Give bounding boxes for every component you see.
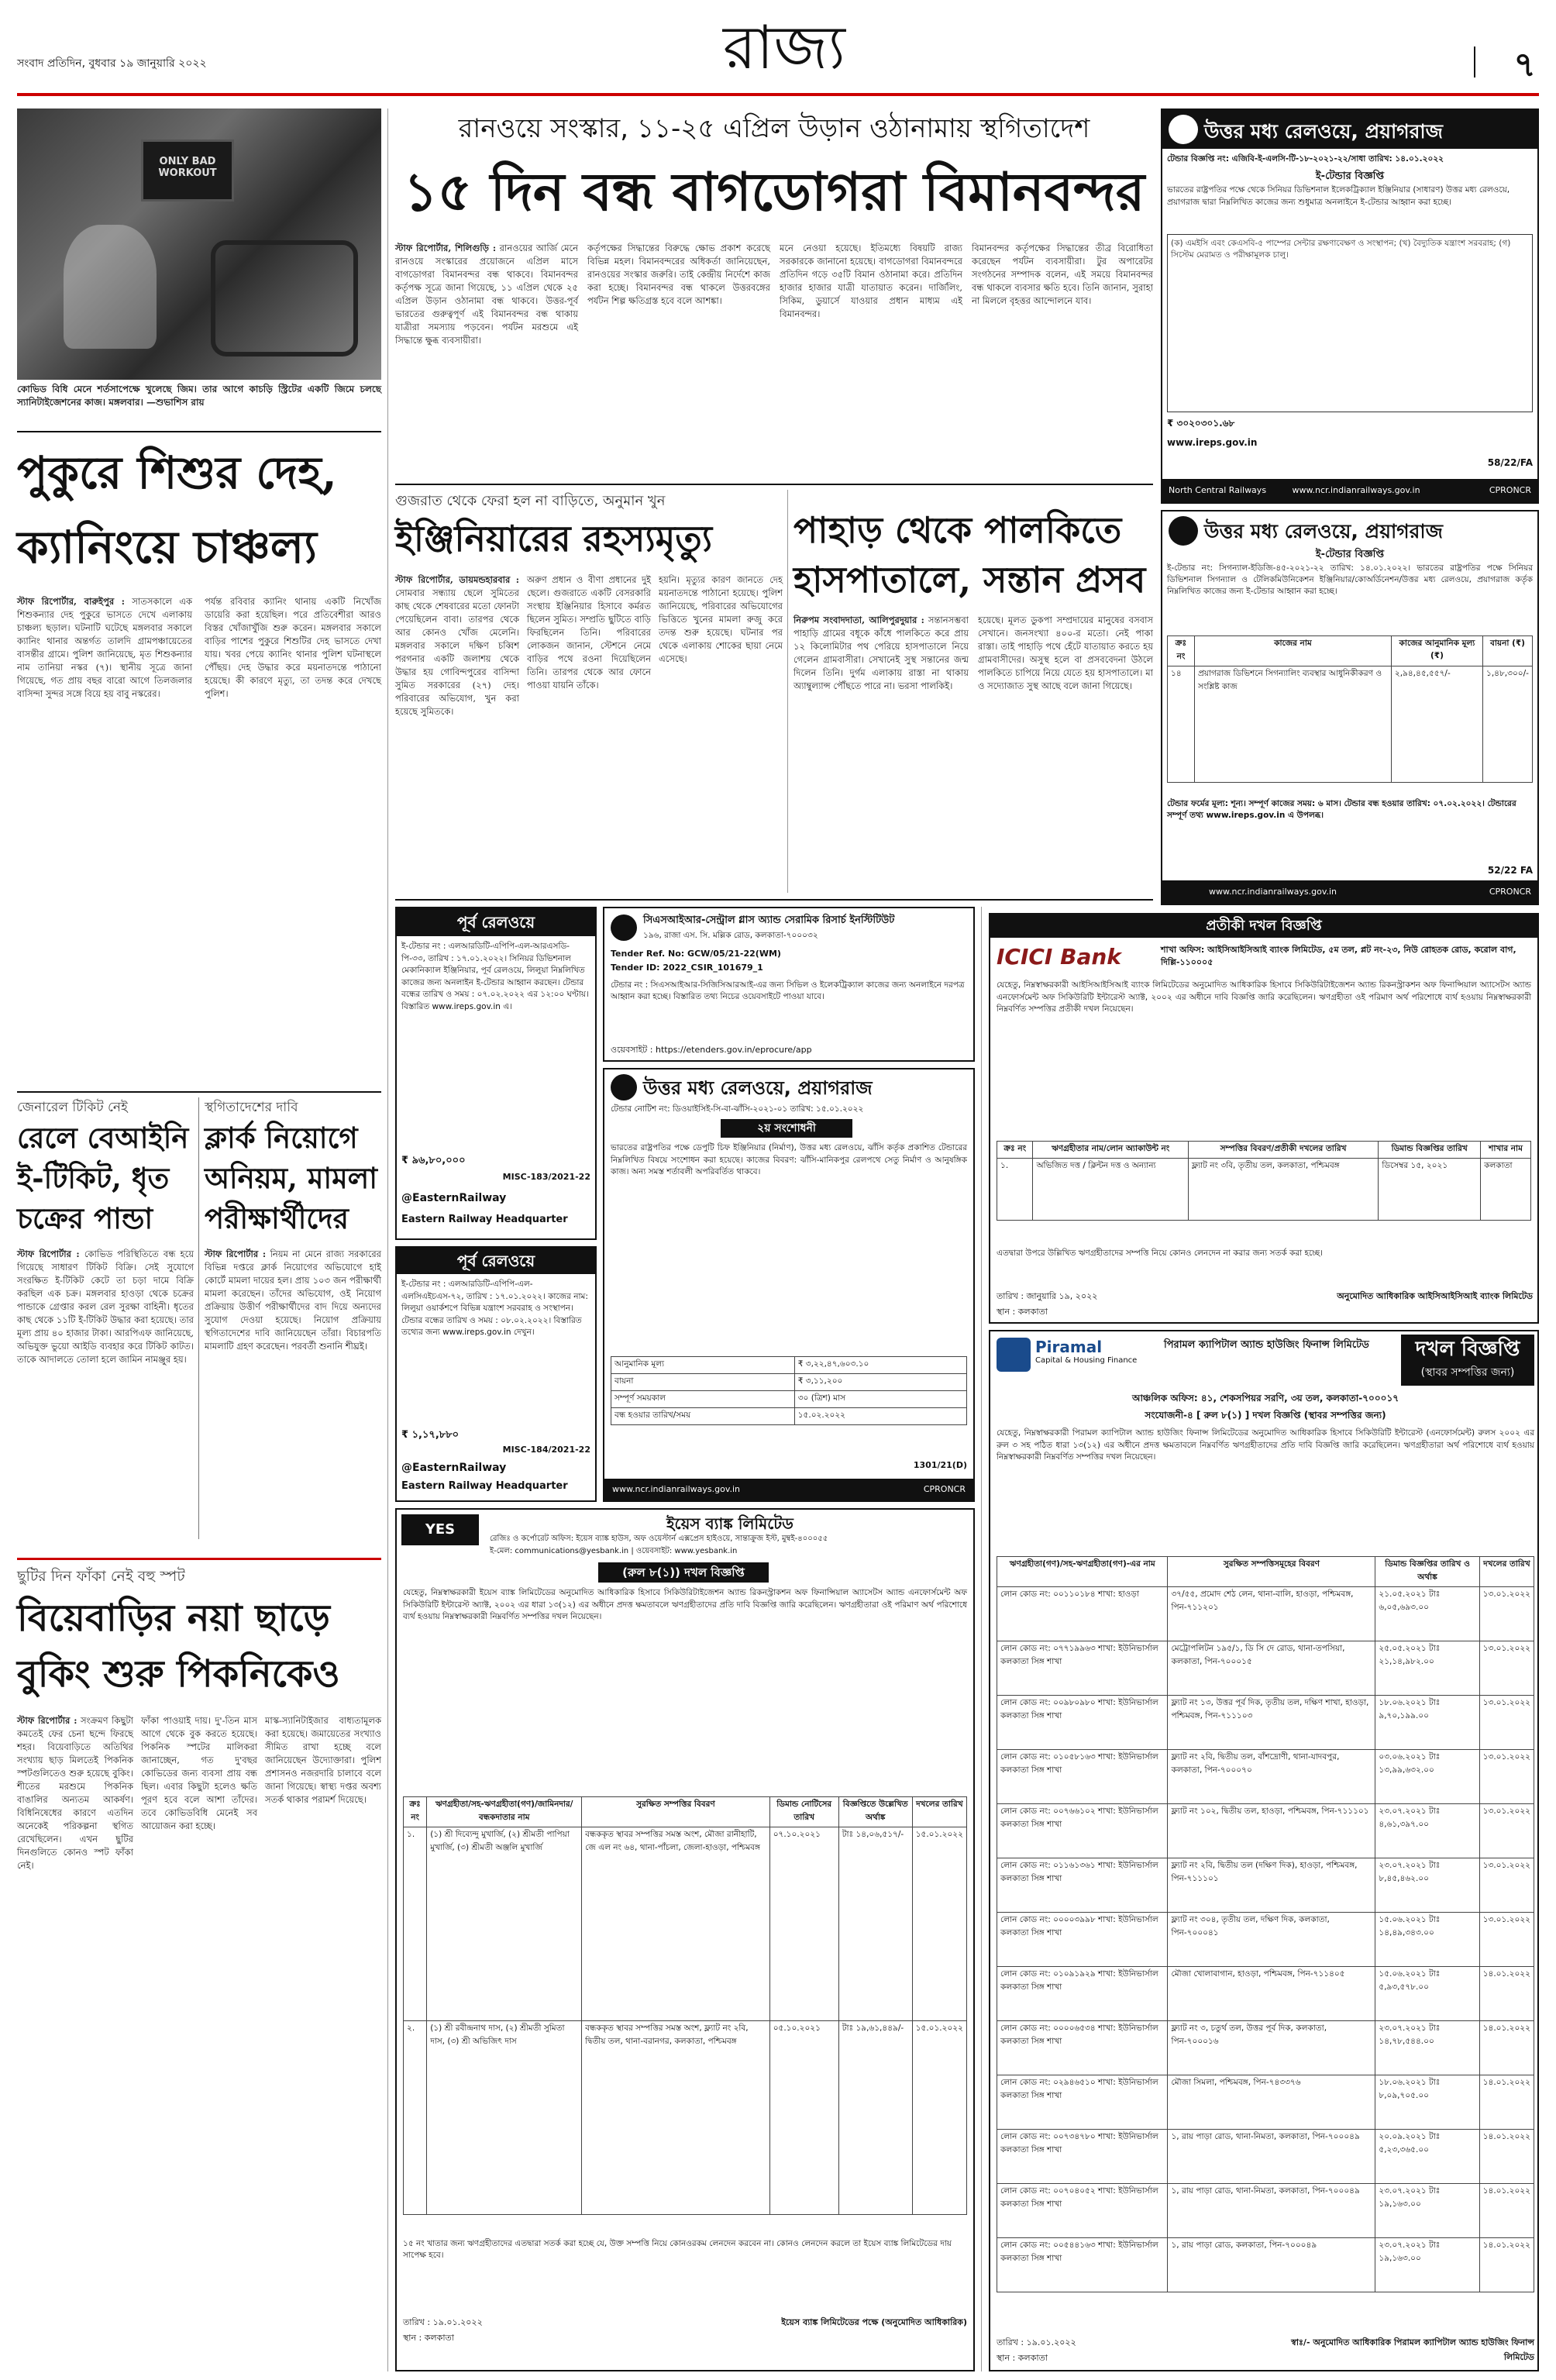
ad-icici-banner: প্রতীকী দখল বিজ্ঞপ্তি — [990, 914, 1537, 938]
ad-ncr1-code: 58/22/FA — [1487, 457, 1533, 468]
story-palanquin-text1: সন্তানসম্ভবা পাহাড়ি গ্রামের বধূকে কাঁধে পালকিতে করে প্রায় ১২ কিলোমিটার পথ পেরিয়ে হাসপাতালে নিয়ে গেলেন গ্রামবাসীরা। সেখানেই সুস্থ সন্তানের জন্ম দিলেন তিনি। দুর্গম এলাকায় রাস্তা না থাকায় অ্যাম্বুল্যান্স পৌঁছতে পারে না। ভরসা পালকিই। — [793, 615, 969, 691]
ad-ncr1-cost: ₹ ৩০২০৩০১.৬৮ — [1167, 418, 1235, 429]
lead-kicker: রানওয়ে সংস্কার, ১১-২৫ এপ্রিল উড়ান ওঠানামায় স্থগিতাদেশ — [458, 113, 1090, 144]
ad-eastern2-handle2: Eastern Railway Headquarter — [401, 1480, 568, 1492]
ad-piramal-table — [997, 1556, 1534, 2292]
ad-icici-th-prop: সম্পত্তির বিবরণ/প্রতীকী দখলের তারিখ — [1188, 1142, 1379, 1159]
table-row — [997, 2021, 1534, 2075]
ad-yes-table — [403, 1796, 967, 2215]
ad-ncr2-note: টেন্ডার ফর্মের মূল্য: শূন্য। সম্পূর্ণ কাজের সময়: ৬ মাস। টেন্ডার বন্ধ হওয়ার তারিখ: ০৭.০২.২০২২। টেন্ডারের সম্পূর্ণ তথ্য www.ireps.gov.in এ উপলব্ধ। — [1167, 799, 1516, 820]
table-row — [997, 2130, 1534, 2184]
ad-piramal-cell-date: ১৩.০১.২০২২ — [1479, 1641, 1534, 1696]
ad-piramal-cell-name: লোন কোড নং: ০০৯৮০৯৮০ শাখা: ইউনিভার্সাল কলকাতা সিঙ্গ শাখা — [997, 1696, 1168, 1750]
ad-yes-th: বিজ্ঞপ্তিতে উল্লেখিত অর্থাঙ্ক — [838, 1797, 912, 1827]
ad-ncr2-th-emd: বায়না (₹) — [1483, 636, 1533, 666]
story-child-text1: সাতসকালে এক শিশুকন্যার দেহ পুকুরে ভাসতে দেখে এলাকায় চাঞ্চল্য ছড়াল। ঘটনাটি ঘটেছে মঙ্গলবার সকালে ক্যানিং থানার অন্তর্গত তালদি গ্রামপঞ্চায়েতের বাসন্তীর গ্রামে। পুলিশ জানিয়েছে, মৃত শিশুকন্যার নাম তানিয়া নস্কর (৭)। স্থানীয় সূত্রে জানা গিয়েছে, গত প্রায় বছর বারো আগে তিলজলার বাসিন্দা সুন্দর সঙ্গে বিয়ে হয় বাবু নস্করের। — [17, 596, 192, 699]
ad-piramal-cell-date: ১৪.০১.২০২২ — [1479, 2075, 1534, 2130]
story-child-byline: স্টাফ রিপোর্টার, বারুইপুর : — [17, 596, 126, 607]
ad-ncr2-th-cost: কাজের আনুমানিক মূল্য (₹) — [1391, 636, 1482, 666]
ad-piramal-title: দখল বিজ্ঞপ্তি — [1415, 1338, 1520, 1361]
ad-eastern2-body: ই-টেন্ডার নং : এলআরডিটি-এপিপি-এল-এলসিএইচএস-৭২, তারিখ : ১৭.০১.২০২২। কাজের নাম: লিলুয়া ওয়ার্কশপে বিভিন্ন যন্ত্রাংশ সরবরাহ ও সংস্থাপন। টেন্ডার বন্ধের তারিখ ও সময় : ০৮.০২.২০২২। বিস্তারিত তথ্যের জন্য www.ireps.gov.in দেখুন। — [401, 1280, 588, 1337]
ad-yes-cell-name: (১) শ্রী দিব্যেন্দু মুখার্জি, (২) শ্রীমতী পাপিয়া মুখার্জি, (৩) শ্রীমতী অঞ্জলি মুখার্জি — [427, 1827, 582, 2021]
gym-sign-graphic: ONLY BAD WORKOUT — [141, 139, 234, 201]
ad-piramal-annex: সংযোজনী-৪ [ রুল ৮(১) ] দখল বিজ্ঞপ্তি (স্থাবর সম্পত্তির জন্য) — [1145, 1410, 1386, 1421]
story-picnic-text1: সংক্রমণ কিছুটা কমতেই ফের চেনা ছন্দে ফিরছে শহর। বিয়েবাড়িতে অতিথির সংখ্যায় ছাড় মিলতেই পিকনিক স্পটগুলিতেও শুরু হয়েছে বুকিং। শীতের মরশুমে পিকনিক বাঙালির অন্যতম আকর্ষণ। বিধিনিষেধের কারণে এতদিন অনেকেই পরিকল্পনা স্থগিত রেখেছিলেন। এখন ছুটির দিনগুলিতে কোনও স্পট ফাঁকা নেই। — [17, 1715, 133, 1871]
piramal-logo-icon — [997, 1338, 1031, 1372]
ad-piramal-cell-date: ১৩.০১.২০২২ — [1479, 1858, 1534, 1913]
ad-ncr2-table — [1167, 635, 1533, 783]
ad-piramal-cell-date: ১৪.০১.২০২২ — [1479, 2184, 1534, 2238]
ad-piramal-cell-prop: ১, রায় পাড়া রোড, থানা-নিমতা, কলকাতা, পিন-৭০০০৪৯ — [1168, 2184, 1375, 2238]
table-row — [997, 1750, 1534, 1804]
ad-ncr3-code: 1301/21(D) — [913, 1460, 967, 1470]
lead-text1: রানওয়ের আর্জি মেনে রানওয়ে সংস্কারের প্রয়োজনে এপ্রিল মাসে বাগডোগরা বিমানবন্দর বন্ধ থাকবে। বিমানবন্দর কর্তৃপক্ষ সূত্রে জানা গিয়েছে, ১১ এপ্রিল থেকে ২৫ এপ্রিল উড়ান ওঠানামা বন্ধ থাকবে। উত্তর-পূর্ব ভারতের গুরুত্বপূর্ণ এই বিমানবন্দর বন্ধ থাকায় যাত্রীরা সমস্যায় পড়বেন। পর্যটন মরশুমে এই সিদ্ধান্তে ক্ষুব্ধ ব্যবসায়ীরা। — [395, 243, 578, 346]
ad-piramal-cell-name: লোন কোড নং: ০১০৯১৯২৯ শাখা: ইউনিভার্সাল কলকাতা সিঙ্গ শাখা — [997, 1967, 1168, 2021]
ad-icici-row-prop: ফ্ল্যাট নং ৩বি, তৃতীয় তল, কলকাতা, পশ্চিমবঙ্গ — [1188, 1159, 1379, 1221]
ad-piramal-title-box — [1401, 1335, 1534, 1386]
ad-yes-cell-amount: টাঃ ১৯,৬১,৪৪৯/- — [838, 2021, 912, 2215]
ad-ncr3-value: ₹ ৩,২২,৪৭,৬০৩.১০ — [794, 1357, 966, 1374]
ad-piramal-cell-name: লোন কোড নং: ০১০৫৮১৬৩ শাখা: ইউনিভার্সাল কলকাতা সিঙ্গ শাখা — [997, 1750, 1168, 1804]
story-clerk-byline: স্টাফ রিপোর্টার : — [205, 1249, 267, 1259]
table-row — [997, 1967, 1534, 2021]
ad-yes-th: সুরক্ষিত সম্পত্তির বিবরণ — [582, 1797, 770, 1827]
ad-piramal-cell-prop: ফ্ল্যাট নং ৩০৪, তৃতীয় তল, দক্ষিণ দিক, কলকাতা, পিন-৭০০০৪১ — [1168, 1913, 1375, 1967]
table-row — [997, 1587, 1534, 1641]
ad-yes-th: দখলের তারিখ — [912, 1797, 966, 1827]
column-divider — [198, 1097, 199, 1539]
ad-yes-cell-demand: ০৭.১০.২০২১ — [769, 1827, 838, 2021]
ad-icici-body: যেহেতু, নিম্নস্বাক্ষরকারী আইসিআইসিআই ব্যাংক লিমিটেডের অনুমোদিত আধিকারিক হিসাবে সিকিউরিটাইজেশন অ্যান্ড রিকনস্ট্রাকশন অফ ফিনান্সিয়াল অ্যাসেটস অ্যান্ড এনফোর্সমেন্ট অফ সিকিউরিটি ইন্টারেস্ট অ্যাক্ট, ২০০২ এর অধীনে দাবি বিজ্ঞপ্তি জারি করেছিলেন। ঋণগ্রহীতা ওই পরিমাণ অর্থ পরিশোধে ব্যর্থ হওয়ায় নিম্নস্বাক্ষরকারী নিম্নবর্ণিত সম্পত্তির প্রতীকী দখল নিয়েছেন। — [997, 980, 1531, 1014]
ad-piramal-cell-demand: ০৩.০৬.২০২১ টাঃ ১৩,৯৯,৬৩২.০০ — [1375, 1750, 1479, 1804]
gym-equipment-graphic — [211, 240, 358, 356]
ad-ncr2-row-emd: ১,৪৮,৩০০/- — [1483, 666, 1533, 783]
story-eticket-kicker: জেনারেল টিকিট নেই — [17, 1100, 128, 1115]
column-divider — [387, 108, 388, 2371]
ad-ncr3-date-label: বন্ধ হওয়ার তারিখ/সময় — [611, 1408, 795, 1425]
ad-piramal-company: পিরামল ক্যাপিটাল অ্যান্ড হাউজিং ফিনান্স লিমিটেড — [1164, 1339, 1369, 1351]
ad-piramal-th: ডিমান্ড বিজ্ঞপ্তির তারিখ ও অর্থাঙ্ক — [1375, 1557, 1479, 1587]
page-number-divider — [1474, 46, 1475, 77]
ad-piramal-cell-name: লোন কোড নং: ০৭৭১৯৯৬৩ শাখা: ইউনিভার্সাল কলকাতা সিঙ্গ শাখা — [997, 1641, 1168, 1696]
story-picnic — [17, 1565, 381, 2371]
table-row — [997, 2184, 1534, 2238]
ad-ncr3-date: ১৫.০২.২০২২ — [794, 1408, 966, 1425]
ad-ncr1-footer — [1162, 479, 1537, 502]
ad-ncr2-row-cost: ২,৯৪,৪৫,৫৫৭/- — [1391, 666, 1482, 783]
divider — [17, 1091, 381, 1093]
story-eticket-byline: স্টাফ রিপোর্টার : — [17, 1249, 80, 1259]
ad-cgcri-body: টেন্ডার নং : সিএসআইআর-সিজিসিআরআই-এর জন্য সিভিল ও ইলেকট্রিক্যাল কাজের জন্য অনলাইনে দরপত্র আহ্বান করা হচ্ছে। বিস্তারিত তথ্য নিচের ওয়েবসাইটে পাওয়া যাবে। — [611, 980, 965, 1001]
ad-piramal-cell-prop: ৩৭/৫৫, প্রমোদ শেঠ লেন, থানা-বালি, হাওড়া, পশ্চিমবঙ্গ, পিন-৭১১২০১ — [1168, 1587, 1375, 1641]
lead-col4: বিমানবন্দর কর্তৃপক্ষের সিদ্ধান্তের তীব্র বিরোধিতা করেছেন পর্যটন ব্যবসায়ীরা। টুর অপারেটর সংগঠনের সম্পাদক বলেন, এই সময়ে বিমানবন্দর বন্ধ থাকলে ব্যবসার ক্ষতি হবে। তিনি জানান, সুরাহা না মিললে বৃহত্তর আন্দোলনে যাব। — [972, 243, 1153, 306]
ad-icici-signature: অনুমোদিত আধিকারিক আইসিআইসিআই ব্যাংক লিমিটেড — [1337, 1291, 1533, 1301]
ad-piramal-cell-demand: ১৫.০৬.২০২১ টাঃ ১৪,৪৯,৩৪৩.০০ — [1375, 1913, 1479, 1967]
ad-yes-th: ঋণগ্রহীতা/সহ-ঋণগ্রহীতা(গণ)/জামিনদার/বন্ধকদাতার নাম — [427, 1797, 582, 1827]
ad-icici-th-no: ক্রঃ নং — [997, 1142, 1033, 1159]
story-palanquin-col2: হয়েছে। মূলত ডুকপা সম্প্রদায়ের মানুষের বসবাস সেখানে। জনসংখ্যা ৪০০-র মতো। নেই পাকা রাস্তা। তাই পাহাড়ি পথে হেঁটে যাতায়াত করতে হয় গ্রামবাসীদের। অসুস্থ হলে বা প্রসববেদনা উঠলে পালকিতে চাপিয়ে নিয়ে যেতে হয় হাসপাতালে। মা ও সদ্যোজাত সুস্থ আছে বলে জানা গিয়েছে। — [978, 615, 1153, 691]
story-eticket-body — [17, 1248, 194, 1542]
ad-piramal-cell-prop: ফ্ল্যাট নং ১৩, উত্তর পূর্ব দিক, তৃতীয় তল, দক্ষিণ শাখা, হাওড়া, পশ্চিমবঙ্গ, পিন-৭১১১০৩ — [1168, 1696, 1375, 1750]
ad-yes-th: ক্রঃ নং — [404, 1797, 427, 1827]
ad-piramal — [989, 1330, 1539, 2371]
ad-piramal-cell-prop: ফ্ল্যাট নং ২বি, দ্বিতীয় তল, বাঁশদ্রোণী, থানা-যাদবপুর, কলকাতা, পিন-৭০০০৭০ — [1168, 1750, 1375, 1804]
ad-piramal-place: স্থান : কলকাতা — [997, 2353, 1048, 2363]
piramal-brand: Piramal — [1035, 1338, 1103, 1356]
ad-piramal-cell-prop: ফ্ল্যাট নং ১০২, দ্বিতীয় তল, হাওড়া, পশ্চিমবঙ্গ, পিন-৭১১১০১ — [1168, 1804, 1375, 1858]
ad-ncr2-row-no: ১৪ — [1168, 666, 1195, 783]
ncr-logo-icon — [1169, 115, 1198, 144]
ad-yes-address: রেজিঃ ও কর্পোরেট অফিস: ইয়েস ব্যাঙ্ক হাউস, অফ ওয়েস্টার্ন এক্সপ্রেস হাইওয়ে, সান্তাক্রুজ ইস্ট, মুম্বই-৪০০০৫৫ — [490, 1534, 828, 1543]
ad-yes-note: ১৫ নং খাতার জন্য ঋণগ্রহীতাদের এতদ্বারা সতর্ক করা হচ্ছে যে, উক্ত সম্পত্তি নিয়ে কোনওরকম লেনদেন করবেন না। কোনও লেনদেন করলে তা ইয়েস ব্যাঙ্ক লিমিটেডের দায় সাপেক্ষ হবে। — [403, 2239, 952, 2260]
ad-piramal-cell-name: লোন কোড নং: ০০৭৩৪৭৮০ শাখা: ইউনিভার্সাল কলকাতা সিঙ্গ শাখা — [997, 2130, 1168, 2184]
ad-ncr3-footer-handle: CPRONCR — [923, 1484, 966, 1494]
gym-sanitization-photo — [17, 108, 381, 380]
ad-piramal-cell-name: লোন কোড নং: ০০১১০১৮৪ শাখা: হাওড়া — [997, 1587, 1168, 1641]
ad-piramal-signature: স্বাঃ/- অনুমোদিত আধিকারিক পিরামল ক্যাপিটাল অ্যান্ড হাউজিং ফিনান্স লিমিটেড — [1291, 2337, 1534, 2362]
ad-ncr1-body: ভারতের রাষ্ট্রপতির পক্ষে থেকে সিনিয়র ডিভিশনাল ইলেকট্রিক্যাল ইঞ্জিনিয়ার (সাধারণ) উত্তর মধ্য রেলওয়ে, প্রয়াগরাজ দ্বারা নিম্নলিখিত কাজের জন্য শুধুমাত্র অনলাইনে ই-টেন্ডার আহ্বান করা হচ্ছে। — [1167, 185, 1510, 207]
ad-ncr1-ref: টেন্ডার বিজ্ঞপ্তি নং: এজিবি-ই-এলসি-টি-১৮-২০২১-২২/সাধা তারিখ: ১৪.০১.২০২২ — [1167, 154, 1444, 164]
ad-yes-name: ইয়েস ব্যাঙ্ক লিমিটেড — [666, 1514, 793, 1533]
ad-yes-bank — [395, 1508, 975, 2371]
story-eticket — [17, 1097, 194, 1547]
ad-piramal-office: আঞ্চলিক অফিস: ৪১, শেকসপিয়র সরণি, ৩য় তল, কলকাতা-৭০০০১৭ — [1131, 1393, 1399, 1404]
ad-ncr3-ref: টেন্ডার নোটিশ নং: ডিওয়াইসিই-সি-বা-ঝাঁসি-২০২১-০১ তারিখ: ১৫.০১.২০২২ — [611, 1104, 864, 1114]
ad-piramal-cell-demand: ২১.০৫.২০২১ টাঃ ৬,০৫,৬৯৩.০০ — [1375, 1587, 1479, 1641]
ad-icici-th-branch: শাখার নাম — [1481, 1142, 1531, 1159]
ad-yes-table-body — [404, 1827, 967, 2215]
story-child-headline: পুকুরে শিশুর দেহ, ক্যানিংয়ে চাঞ্চল্য — [17, 446, 337, 573]
ad-yes-cell-demand: ০৫.১০.২০২১ — [769, 2021, 838, 2215]
story-engineer-col1 — [395, 573, 519, 883]
ad-ncr3-emd: ₹ ৩,১১,২০০ — [794, 1374, 966, 1391]
ad-ncr2-footer — [1162, 880, 1537, 904]
ad-icici-row-no: ১. — [997, 1159, 1033, 1221]
ad-piramal-cell-date: ১৪.০১.২০২২ — [1479, 1967, 1534, 2021]
story-engineer — [395, 490, 783, 893]
ad-ncr2-footer-web: www.ncr.indianrailways.gov.in — [1209, 887, 1337, 897]
ad-ncr-corrigendum — [603, 1068, 975, 1502]
ad-ncr3-emd-label: বায়না — [611, 1374, 795, 1391]
story-engineer-text1: সোমবার সন্ধ্যায় ছেলে সুমিতের কাছ থেকে শেষবারের মতো ফোনটা পেয়েছিলেন বাবা। তারপর থেকে আর কোনও খোঁজ মেলেনি। মঙ্গলবার সকালে দক্ষিণ চব্বিশ পরগনার একটি জলাশয় থেকে উদ্ধার হয় গোবিন্দপুরের বাসিন্দা সুমিত সরকারের (২৭) দেহ। পরিবারের অভিযোগ, খুন করা হয়েছে সুমিতকে। — [395, 587, 519, 717]
ad-piramal-cell-name: লোন কোড নং: ০০০০৬৫৩৪ শাখা: ইউনিভার্সাল কলকাতা সিঙ্গ শাখা — [997, 2021, 1168, 2075]
ad-piramal-table-header — [997, 1557, 1534, 1587]
ad-ncr3-period: ৩০ (ত্রিশ) মাস — [794, 1391, 966, 1408]
ad-icici-th-name: ঋণগ্রহীতার নাম/লোন অ্যাকাউন্ট নং — [1033, 1142, 1188, 1159]
ad-cgcri-title: সিএসআইআর-সেন্ট্রাল গ্লাস অ্যান্ড সেরামিক রিসার্চ ইনস্টিটিউট — [643, 914, 895, 926]
story-picnic-col1 — [17, 1714, 133, 2365]
ad-eastern1-value: ₹ ৯৬,৮০,০০০ — [401, 1155, 466, 1166]
ad-eastern2-value: ₹ ১,১৭,৮৮০ — [401, 1429, 460, 1441]
ad-yes-table-header — [404, 1797, 967, 1827]
ad-piramal-cell-demand: ১৫.০৬.২০২১ টাঃ ৫,৯৩,৫৭৮.০০ — [1375, 1967, 1479, 2021]
story-palanquin — [793, 490, 1153, 893]
ad-piramal-cell-demand: ১৮.০৬.২০২১ টাঃ ৯,৭০,১৯৯.০০ — [1375, 1696, 1479, 1750]
ad-ncr1-table-text: (ক) এমইসি এবং কেএসবি-৫ পাম্পের সেন্টার রক্ষণাবেক্ষণ ও সংস্থাপন; (খ) বৈদ্যুতিক যন্ত্রাংশ সরবরাহ; (গ) সিস্টেম মেরামত ও পরীক্ষামূলক চালু। — [1171, 239, 1511, 260]
ad-yes-signature: ইয়েস ব্যাঙ্ক লিমিটেডের পক্ষে (অনুমোদিত আধিকারিক) — [781, 2317, 967, 2327]
table-row — [997, 1913, 1534, 1967]
ncr-logo-icon — [1169, 516, 1198, 546]
ad-piramal-cell-prop: মেট্রোপলিটন ১৯৫/১, ডি সি দে রোড, থানা-তপসিয়া, কলকাতা, পিন-৭০০০১৫ — [1168, 1641, 1375, 1696]
story-picnic-headline: বিয়েবাড়ির নয়া ছাড়ে বুকিং শুরু পিকনিকেও — [17, 1596, 340, 1696]
story-clerk-headline: ক্লার্ক নিয়োগে অনিয়ম, মামলা পরীক্ষার্থীদের — [205, 1121, 377, 1235]
ad-ncr1-subtitle: ই-টেন্ডার বিজ্ঞপ্তি — [1315, 170, 1385, 182]
ad-cgcri — [603, 907, 975, 1062]
story-engineer-kicker: গুজরাত থেকে ফেরা হল না বাড়িতে, অনুমান খুন — [395, 493, 666, 509]
story-clerk-body — [205, 1248, 381, 1542]
ad-ncr3-period-label: সম্পূর্ণ সময়কাল — [611, 1391, 795, 1408]
table-row — [997, 1696, 1534, 1750]
column-divider — [981, 907, 982, 2371]
photo-block — [17, 108, 381, 426]
lead-byline: স্টাফ রিপোর্টার, শিলিগুড়ি : — [395, 243, 497, 253]
ad-icici-table — [997, 1141, 1531, 1221]
ad-icici-warning: এতদ্বারা উপরে উল্লিখিত ঋণগ্রহীতাদের সম্পত্তি নিয়ে কোনও লেনদেন না করার জন্য সতর্ক করা হচ্ছে। — [997, 1249, 1323, 1258]
story-picnic-kicker: ছুটির দিন ফাঁকা নেই বহু স্পট — [17, 1568, 185, 1585]
story-palanquin-col1 — [793, 614, 969, 885]
ad-piramal-cell-demand: ২৫.০৫.২০২১ টাঃ ২১,১৪,৯৮২.০০ — [1375, 1641, 1479, 1696]
ad-eastern1-body: ই-টেন্ডার নং : এলআরডিটি-এপিপি-এল-আরএসডি-পি-৩৩, তারিখ : ১৭.০১.২০২২। সিনিয়র ডিভিশনাল মেকানিক্যাল ইঞ্জিনিয়ার, পূর্ব রেলওয়ে, লিলুয়া নিম্নলিখিত কাজের জন্য অনলাইন ই-টেন্ডার আহ্বান করছেন। টেন্ডার বন্ধের তারিখ ও সময় : ০৭.০২.২০২২ এর ১২:০০ ঘণ্টায়। বিস্তারিত www.ireps.gov.in এ। — [401, 942, 589, 1011]
table-row — [997, 1804, 1534, 1858]
lead-col3: মনে নেওয়া হয়েছে। ইতিমধ্যে বিষয়টি রাজ্য সরকারকে জানানো হয়েছে। বাগডোগরা বিমানবন্দরে প্রতিদিন গড়ে ৩৫টি বিমান ওঠানামা করে। প্রতিদিন হাজার হাজার যাত্রী যাতায়াত করেন। দার্জিলিং, সিকিম, ডুয়ার্সে যাওয়ার প্রধান মাধ্যম এই বিমানবন্দর। — [780, 243, 962, 319]
story-child-body — [17, 436, 381, 1164]
ad-piramal-th: দখলের তারিখ — [1479, 1557, 1534, 1587]
ad-yes-place: স্থান : কলকাতা — [403, 2333, 454, 2343]
ad-icici-place: স্থান : কলকাতা — [997, 1307, 1048, 1317]
ad-ncr2-th-no: ক্রঃ নং — [1168, 636, 1195, 666]
lead-story — [395, 108, 1153, 480]
story-picnic-col2: ফাঁকা পাওয়াই দায়। দু'-তিন মাস আগে থেকে বুক করতে হয়েছে। পিকনিক স্পটের মালিকরা জানাচ্ছেন, গত দু'বছর কোভিডের জন্য ব্যবসা প্রায় বন্ধ ছিল। এবার কিছুটা হলেও ক্ষতি পূরণ হবে বলে আশা তাঁদের। তবে কোভিডবিধি মেনেই সব আয়োজন করা হচ্ছে। — [141, 1715, 257, 1831]
ad-icici-row-date: ডিসেম্বর ১৫, ২০২১ — [1379, 1159, 1481, 1221]
ad-piramal-cell-demand: ২০.০৯.২০২১ টাঃ ৫,২৩,৩৬৫.০০ — [1375, 2130, 1479, 2184]
story-palanquin-byline: নিরুপম সংবাদদাতা, আলিপুরদুয়ার : — [793, 615, 924, 625]
ad-eastern-railway-2 — [395, 1246, 597, 1502]
ad-yes-cell-no: ১. — [404, 1827, 427, 2021]
ad-icici-date: তারিখ : জানুয়ারি ১৯, ২০২২ — [997, 1291, 1098, 1301]
ad-piramal-cell-demand: ১৮.০৬.২০২১ টাঃ ৮,০৯,৭০৫.০০ — [1375, 2075, 1479, 2130]
table-row — [404, 1827, 967, 2021]
ad-piramal-cell-prop: ফ্ল্যাট নং ২বি, দ্বিতীয় তল (দক্ষিণ দিক), হাওড়া, পশ্চিমবঙ্গ, পিন-৭১১১০১ — [1168, 1858, 1375, 1913]
story-engineer-col2: অরুণ প্রধান ও বীণা প্রধানের দুই ছেলে। গুজরাতে একটি বেসরকারি সংস্থায় ইঞ্জিনিয়ার হিসাবে কর্মরত ছিলেন সুমিত। সম্প্রতি ছুটিতে বাড়ি ফিরছিলেন তিনি। পরিবারের লোকজন জানান, স্টেশনে নেমে বাড়ির পথে রওনা দিয়েছিলেন তিনি। তারপর থেকে আর ফোনে পাওয়া যায়নি তাঁকে। — [527, 574, 651, 691]
story-palanquin-headline: পাহাড় থেকে পালকিতে হাসপাতালে, সন্তান প্রসব — [793, 509, 1146, 601]
ad-eastern1-handle2: Eastern Railway Headquarter — [401, 1214, 568, 1225]
story-engineer-col3: হয়নি। মৃত্যুর কারণ জানতে দেহ ময়নাতদন্তে পাঠানো হয়েছে। পুলিশ জানিয়েছে, পরিবারের অভিযোগের ভিত্তিতে খুনের মামলা রুজু করে তদন্ত শুরু হয়েছে। ঘটনার পর থেকে এলাকায় শোকের ছায়া নেমে এসেছে। — [659, 574, 783, 664]
ad-piramal-cell-demand: ২৩.০৭.২০২১ টাঃ ১৯,১৬৩.০০ — [1375, 2238, 1479, 2292]
ad-icici-row-name: অভিজিত দত্ত / ক্লিন্টন দত্ত ও অন্যান্য — [1033, 1159, 1188, 1221]
ad-piramal-cell-date: ১৩.০১.২০২২ — [1479, 1587, 1534, 1641]
ad-piramal-table-body — [997, 1587, 1534, 2292]
story-clerk — [205, 1097, 381, 1547]
ad-icici-branch: শাখা অফিস: আইসিআইসিআই ব্যাংক লিমিটেড, ৫ম তল, প্লট নং-২৩, নিউ রোহতক রোড, করোল বাগ, দিল্লি-১১০০০৫ — [1161, 945, 1516, 967]
icici-logo: ICICI Bank — [997, 944, 1121, 970]
section-title: রাজ্য — [723, 13, 845, 83]
ad-cgcri-tender-id: Tender ID: 2022_CSIR_101679_1 — [611, 963, 763, 973]
ad-eastern1-handle: @EasternRailway — [401, 1192, 507, 1204]
ad-ncr3-table — [611, 1356, 967, 1425]
table-row — [997, 2075, 1534, 2130]
ad-piramal-cell-name: লোন কোড নং: ০১১৬১৩৬১ শাখা: ইউনিভার্সাল কলকাতা সিঙ্গ শাখা — [997, 1858, 1168, 1913]
ad-ncr1-footer-web: www.ncr.indianrailways.gov.in — [1292, 485, 1420, 495]
ad-piramal-cell-prop: মৌজা সিমলা, পশ্চিমবঙ্গ, পিন-৭৪৩৩৭৬ — [1168, 2075, 1375, 2130]
story-picnic-col3: মাস্ক-স্যানিটাইজার বাধ্যতামূলক করা হয়েছে। জমায়েতের সংখ্যাও সীমিত রাখা হচ্ছে বলে জানিয়েছেন উদ্যোক্তারা। পুলিশ প্রশাসনও নজরদারি চালাবে বলে জানা গিয়েছে। স্বাস্থ্য দপ্তর অবশ্য সতর্ক থাকার পরামর্শ দিয়েছে। — [265, 1715, 381, 1805]
ad-eastern-railway-1 — [395, 907, 597, 1240]
ad-piramal-cell-prop: ১, রায় পাড়া রোড, থানা-নিমতা, কলকাতা, পিন-৭০০০৪৯ — [1168, 2130, 1375, 2184]
ad-ncr3-corrigendum-badge: ২য় সংশোধনী — [721, 1119, 852, 1138]
ad-ncr3-body: ভারতের রাষ্ট্রপতির পক্ষে ডেপুটি চিফ ইঞ্জিনিয়ার (নির্মাণ), উত্তর মধ্য রেলওয়ে, ঝাঁসি কর্তৃক প্রকাশিত টেন্ডারের নিম্নলিখিত বিষয়ে সংশোধন করা হয়েছে। কাজের বিবরণ: ঝাঁসি-মানিকপুর রেলপথে সেতু নির্মাণ ও আনুষঙ্গিক কাজ। অন্য সমস্ত শর্তাবলী অপরিবর্তিত থাকবে। — [611, 1143, 967, 1176]
ad-yes-cell-prop: বন্ধককৃত স্থাবর সম্পত্তির সমস্ত অংশ, ফ্ল্যাট নং ২বি, দ্বিতীয় তল, থানা-বরানগর, কলকাতা, পশ্চিমবঙ্গ — [582, 2021, 770, 2215]
ad-piramal-th: সুরক্ষিত সম্পত্তিসমূহের বিবরণ — [1168, 1557, 1375, 1587]
ad-eastern1-title: পূর্ব রেলওয়ে — [397, 908, 595, 936]
table-row — [997, 2238, 1534, 2292]
ad-ncr3-footer — [604, 1479, 973, 1500]
ad-piramal-cell-prop: মৌজা খোলাবাগান, হাওড়া, পশ্চিমবঙ্গ, পিন-৭১১৪০৫ — [1168, 1967, 1375, 2021]
ad-ncr1-footer-handle: CPRONCR — [1489, 485, 1531, 495]
ad-ncr2-row-work: প্রয়াগরাজ ডিভিশনে সিগন্যালিং ব্যবস্থার আধুনিকীকরণ ও সংশ্লিষ্ট কাজ — [1194, 666, 1391, 783]
ad-piramal-cell-name: লোন কোড নং: ০২৯৪৬৫১০ শাখা: ইউনিভার্সাল কলকাতা সিঙ্গ শাখা — [997, 2075, 1168, 2130]
ad-yes-cell-amount: টাঃ ১৪,০৬,৫১৭/- — [838, 1827, 912, 2021]
page-number: ৭ — [1513, 45, 1536, 84]
lead-col1 — [395, 242, 578, 474]
story-clerk-text: নিয়ম না মেনে রাজ্য সরকারের বিভিন্ন দপ্তরে ক্লার্ক নিয়োগের অভিযোগে হাই কোর্টে মামলা দায়ের হল। প্রায় ১০৩ জন পরীক্ষার্থী মামলা করেছেন। তাঁদের অভিযোগ, ওই নিয়োগ প্রক্রিয়ায় উত্তীর্ণ পরীক্ষার্থীদের বাদ দিয়ে অন্যদের সুযোগ দেওয়া হয়েছে। নিয়োগ প্রক্রিয়ায় স্থগিতাদেশের দাবি জানিয়েছেন তাঁরা। বিচারপতি মামলাটি গ্রহণ করেছেন। পরবর্তী শুনানি শীঘ্রই। — [205, 1249, 381, 1352]
ad-ncr2-title: উত্তর মধ্য রেলওয়ে, প্রয়াগরাজ — [1204, 520, 1443, 542]
ad-ncr2-th-work: কাজের নাম — [1194, 636, 1391, 666]
ad-ncr1-table — [1167, 234, 1533, 412]
story-child-col2: পর্যন্ত রবিবার ক্যানিং থানায় একটি নিখোঁজ ডায়েরি করা হয়েছিল। পরে প্রতিবেশীরা আরও বিস্তর খোঁজাখুঁজি শুরু করেন। মঙ্গলবার সকালে বাড়ির পাশের পুকুরে শিশুটির দেহ ভাসতে দেখা যায়। খবর পেয়ে ক্যানিং থানার পুলিশ ঘটনাস্থলে পৌঁছয়। দেহ উদ্ধার করে ময়নাতদন্তে পাঠানো হয়েছে। কী কারণে মৃত্যু, তা তদন্ত করে দেখছে পুলিশ। — [205, 596, 381, 699]
ad-ncr3-title: উত্তর মধ্য রেলওয়ে, প্রয়াগরাজ — [643, 1077, 873, 1099]
story-eticket-text: কোভিড পরিস্থিতিতে বন্ধ হয়ে গিয়েছে সাধারণ টিকিট বিক্রি। সেই সুযোগে সংরক্ষিত ই-টিকিট কেটে তা চড়া দামে বিক্রি করছিল এক চক্র। মঙ্গলবার হাওড়া থেকে চক্রের পান্ডাকে গ্রেপ্তার করল রেল সুরক্ষা বাহিনী। ধৃতের কাছ থেকে ১১টি ই-টিকিট উদ্ধার করা হয়েছে। তার মূল্য প্রায় ৪০ হাজার টাকা। আরপিএফ জানিয়েছে, অভিযুক্ত ভুয়ো আইডি ব্যবহার করে টিকিট কাটত। তাকে আদালতে তোলা হলে জামিন নামঞ্জুর হয়। — [17, 1249, 194, 1365]
ad-icici-th-date: ডিমান্ড বিজ্ঞপ্তির তারিখ — [1379, 1142, 1481, 1159]
csir-logo-icon — [611, 914, 637, 941]
ad-eastern1-code: MISC-183/2021-22 — [502, 1172, 590, 1182]
ad-cgcri-address: ১৯৬, রাজা এস. সি. মল্লিক রোড, কলকাতা-৭০০০৩২ — [643, 931, 818, 940]
ad-piramal-cell-name: লোন কোড নং: ০০৭০৪০৫২ শাখা: ইউনিভার্সাল কলকাতা সিঙ্গ শাখা — [997, 2184, 1168, 2238]
ad-piramal-cell-date: ১৩.০১.২০২২ — [1479, 1750, 1534, 1804]
ad-piramal-cell-name: লোন কোড নং: ০০৭৬৬১০২ শাখা: ইউনিভার্সাল কলকাতা সিঙ্গ শাখা — [997, 1804, 1168, 1858]
story-picnic-byline: স্টাফ রিপোর্টার : — [17, 1715, 77, 1726]
ad-piramal-cell-name: লোন কোড নং: ০০০০৩৯৯৮ শাখা: ইউনিভার্সাল কলকাতা সিঙ্গ শাখা — [997, 1913, 1168, 1967]
ad-yes-cell-name: (১) শ্রী রবীন্দ্রনাথ দাস, (২) শ্রীমতী সুমিতা দাস, (৩) শ্রী অভিজিৎ দাস — [427, 2021, 582, 2215]
table-row — [404, 2021, 967, 2215]
table-row — [997, 1858, 1534, 1913]
ad-ncr2-code: 52/22 FA — [1487, 865, 1533, 876]
ad-piramal-cell-demand: ২৩.০৭.২০২১ টাঃ ১৯,১৬৩.০০ — [1375, 2184, 1479, 2238]
ad-ncr1-title: উত্তর মধ্য রেলওয়ে, প্রয়াগরাজ — [1204, 120, 1443, 143]
ad-piramal-cell-date: ১৪.০১.২০২২ — [1479, 2021, 1534, 2075]
divider — [395, 899, 1153, 901]
piramal-brand-sub: Capital & Housing Finance — [1035, 1356, 1138, 1365]
ad-piramal-cell-date: ১৩.০১.২০২২ — [1479, 1913, 1534, 1967]
ncr-logo-icon — [611, 1074, 637, 1100]
divider — [17, 431, 381, 432]
ad-eastern2-handle: @EasternRailway — [401, 1462, 507, 1474]
ad-yes-email: ই-মেল: communications@yesbank.in | ওয়েবসাইট: www.yesbank.in — [490, 1547, 738, 1555]
ad-ncr1-footer-name: North Central Railways — [1169, 485, 1267, 495]
section-rule — [17, 1558, 381, 1560]
ad-piramal-cell-demand: ২৩.০৭.২০২১ টাঃ ৪,৬১,৩৯৭.০০ — [1375, 1804, 1479, 1858]
masthead-rule — [17, 93, 1539, 96]
ad-yes-date: তারিখ : ১৯.০১.২০২২ — [403, 2317, 483, 2327]
ad-eastern2-code: MISC-184/2021-22 — [502, 1445, 590, 1455]
ad-yes-cell-date: ১৫.০১.২০২২ — [912, 1827, 966, 2021]
story-child-col1 — [17, 595, 192, 1149]
ad-yes-body: যেহেতু, নিম্নস্বাক্ষরকারী ইয়েস ব্যাঙ্ক লিমিটেডের অনুমোদিত আধিকারিক হিসাবে সিকিউরিটাইজেশন অ্যান্ড রিকনস্ট্রাকশন অফ ফিনান্সিয়াল অ্যাসেটস অ্যান্ড এনফোর্সমেন্ট অফ সিকিউরিটি ইন্টারেস্ট অ্যাক্ট, ২০০২ এর ধারা ১৩(১২) এর অধীনে প্রদত্ত ক্ষমতাবলে ঋণগ্রহীতাদের প্রতি দাবি বিজ্ঞপ্তি জারি করেছিলেন। ঋণগ্রহীতারা ওই পরিমাণ অর্থ পরিশোধে ব্যর্থ হওয়ায় নিম্নস্বাক্ষরকারী নিম্নবর্ণিত সম্পত্তির দখল নিয়েছেন। — [403, 1588, 967, 1621]
lead-headline: ১৫ দিন বন্ধ বাগডোগরা বিমানবন্দর — [403, 161, 1145, 223]
ad-piramal-body: যেহেতু, নিম্নস্বাক্ষরকারী পিরামল ক্যাপিটাল অ্যান্ড হাউজিং ফিনান্স লিমিটেডের অনুমোদিত আধিকারিক হিসাবে সিকিউরিটি ইন্টারেস্ট (এনফোর্সমেন্ট) রুলস ২০০২ এর রুল ৩ সহ পঠিত ধারা ১৩(১২) এর অধীনে প্রদত্ত ক্ষমতাবলে নিম্নবর্ণিত ঋণগ্রহীতাদের প্রতি দাবি বিজ্ঞপ্তি জারি করেছিলেন। ঋণগ্রহীতারা অর্থ পরিশোধে ব্যর্থ হওয়ায় নিম্নস্বাক্ষরকারী নিম্নবর্ণিত সম্পত্তির দখল নিয়েছেন। — [997, 1428, 1534, 1462]
ad-ncr2-body: ই-টেন্ডার নং: সিগন্যাল-ইডিজি-৪৫-২০২১-২২ তারিখ: ১৪.০১.২০২২। ভারতের রাষ্ট্রপতির পক্ষে সিনিয়র ডিভিশনাল সিগন্যাল ও টেলিকমিউনিকেশন ইঞ্জিনিয়ার/কোঅর্ডিনেশন/উত্তর মধ্য রেলওয়ে, প্রয়াগরাজ কর্তৃক নিম্নলিখিত কাজের জন্য ই-টেন্ডার আহ্বান করা হচ্ছে। — [1167, 563, 1533, 596]
ad-ncr3-footer-web: www.ncr.indianrailways.gov.in — [612, 1484, 741, 1494]
ad-ncr1-web: www.ireps.gov.in — [1167, 437, 1258, 448]
story-engineer-headline: ইঞ্জিনিয়ারের রহস্যমৃত্যু — [395, 518, 713, 560]
ad-cgcri-web: ওয়েবসাইট : https://etenders.gov.in/eprocure/app — [611, 1045, 812, 1055]
ad-piramal-cell-prop: ১, রায় পাড়া রোড, কলকাতা, পিন-৭০০০৪৯ — [1168, 2238, 1375, 2292]
ad-ncr3-value-label: আনুমানিক মূল্য — [611, 1357, 795, 1374]
ad-yes-cell-no: ২. — [404, 2021, 427, 2215]
sanitizer-worker-graphic — [64, 225, 157, 349]
dateline: সংবাদ প্রতিদিন, বুধবার ১৯ জানুয়ারি ২০২২ — [17, 57, 207, 70]
ad-cgcri-ref: Tender Ref. No: GCW/05/21-22(WM) — [611, 949, 781, 959]
ad-ncr-1 — [1161, 108, 1539, 504]
ad-piramal-date: তারিখ : ১৯.০১.২০২২ — [997, 2337, 1076, 2347]
ad-ncr2-subtitle: ই-টেন্ডার বিজ্ঞপ্তি — [1315, 549, 1385, 560]
divider — [395, 484, 1153, 485]
story-clerk-kicker: স্থগিতাদেশের দাবি — [205, 1100, 298, 1115]
ad-piramal-cell-prop: ফ্ল্যাট নং ৩, চতুর্থ তল, উত্তর পূর্ব দিক, কলকাতা, পিন-৭০০০১৬ — [1168, 2021, 1375, 2075]
story-engineer-byline: স্টাফ রিপোর্টার, ডায়মন্ডহারবার : — [395, 574, 519, 585]
ad-yes-cell-date: ১৫.০১.২০২২ — [912, 2021, 966, 2215]
ad-icici-row-branch: কলকাতা — [1481, 1159, 1531, 1221]
column-divider — [787, 490, 788, 893]
ad-ncr2-footer-handle: CPRONCR — [1489, 887, 1531, 897]
ad-piramal-cell-date: ১৪.০১.২০২২ — [1479, 2130, 1534, 2184]
ad-icici — [989, 913, 1539, 1324]
table-row — [997, 1641, 1534, 1696]
story-eticket-headline: রেলে বেআইনি ই-টিকিট, ধৃত চক্রের পান্ডা — [17, 1121, 189, 1235]
photo-caption: কোভিড বিধি মেনে শর্তসাপেক্ষে খুলেছে জিম। তার আগে কাচড়ি স্ট্রিটের একটি জিমে চলছে স্যানিটাইজেশনের কাজ। মঙ্গলবার। —শুভাশিস রায় — [17, 384, 381, 408]
lead-col2: কর্তৃপক্ষের সিদ্ধান্তের বিরুদ্ধে ক্ষোভ প্রকাশ করেছে বিভিন্ন মহল। বিমানবন্দরের অধিকর্তা জানিয়েছেন, রানওয়ের সংস্কার জরুরি। তাই কেন্দ্রীয় নির্দেশে কাজ করা হচ্ছে। বিমানবন্দর বন্ধ থাকলে উত্তরবঙ্গের পর্যটন শিল্প ক্ষতিগ্রস্ত হবে বলে আশঙ্কা। — [587, 243, 770, 306]
ad-piramal-title-sub: (স্থাবর সম্পত্তির জন্য) — [1420, 1366, 1515, 1379]
ad-piramal-cell-demand: ২৩.০৭.২০২১ টাঃ ১৪,৭৮,৫৪৪.০০ — [1375, 2021, 1479, 2075]
yes-bank-logo: YES BANK — [401, 1514, 479, 1545]
ad-piramal-cell-name: লোন কোড নং: ০০৫৪৪১৬৩ শাখা: ইউনিভার্সাল কলকাতা সিঙ্গ শাখা — [997, 2238, 1168, 2292]
ad-piramal-cell-demand: ২৩.০৭.২০২১ টাঃ ৮,৪৫,৪৬২.০০ — [1375, 1858, 1479, 1913]
masthead — [17, 8, 1539, 101]
ad-yes-title: (রুল ৮(১)) দখল বিজ্ঞপ্তি — [598, 1562, 769, 1583]
ad-piramal-th: ঋণগ্রহীতা(গণ)/সহ-ঋণগ্রহীতা(গণ)-এর নাম — [997, 1557, 1168, 1587]
ad-ncr-2 — [1161, 510, 1539, 905]
ad-piramal-cell-date: ১৪.০১.২০২২ — [1479, 2238, 1534, 2292]
ad-piramal-cell-date: ১৩.০১.২০২২ — [1479, 1696, 1534, 1750]
ad-piramal-cell-date: ১৩.০১.২০২২ — [1479, 1804, 1534, 1858]
ad-eastern2-title: পূর্ব রেলওয়ে — [397, 1248, 595, 1274]
ad-yes-th: ডিমান্ড নোটিসের তারিখ — [769, 1797, 838, 1827]
ad-yes-cell-prop: বন্ধককৃত স্থাবর সম্পত্তির সমস্ত অংশ, মৌজা রানীহাটি, জে এল নং ৬৪, থানা-পাঁচলা, জেলা-হাওড়া, পশ্চিমবঙ্গ — [582, 1827, 770, 2021]
